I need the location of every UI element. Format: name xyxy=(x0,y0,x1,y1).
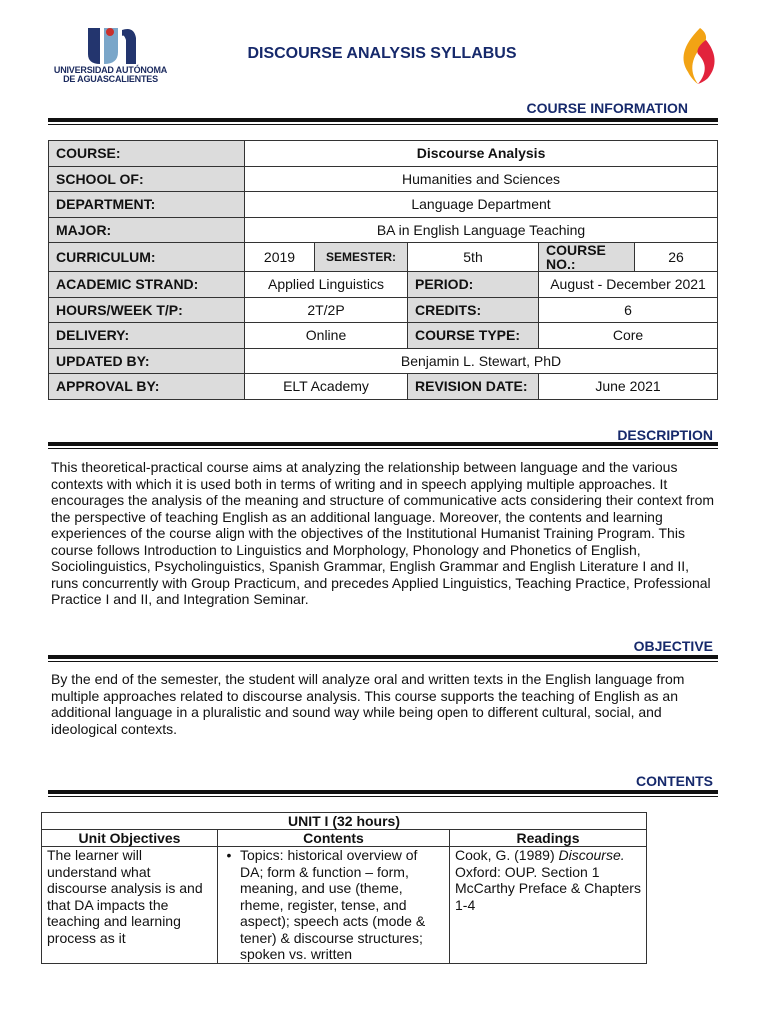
list-item xyxy=(218,847,444,963)
revision-value: June 2021 xyxy=(539,374,718,400)
course-type-value: Core xyxy=(539,323,718,349)
semester-value: 5th xyxy=(408,243,539,272)
table-row xyxy=(49,166,718,192)
section-rule-thin xyxy=(48,124,718,125)
bullet-icon: • xyxy=(226,847,232,863)
section-rule-thin xyxy=(48,661,718,662)
column-header-objectives: Unit Objectives xyxy=(42,830,218,847)
table-row xyxy=(42,830,647,847)
section-rule xyxy=(48,118,718,122)
university-name-line2: DE AGUASCALIENTES xyxy=(63,74,158,84)
unit-contents-table xyxy=(41,812,647,964)
department-label: DEPARTMENT: xyxy=(49,192,245,218)
hours-value: 2T/2P xyxy=(245,297,408,323)
description-paragraph: This theoretical-practical course aims at analyzing the relationship between language and the various contexts with which it is used both in terms of writing and in speech applying multiple approaches. It encourages the analysis of the meaning and structure of communicative acts considering their context from the perspective of teaching English as an additional language. Moreover, the contents and learning experiences of the course align with the objectives of the Institutional Humanist Training Program. This course follows Introduction to Linguistics and Morphology, Phonology and Phonetics of English, Sociolinguistics, Psycholinguistics, Spanish Grammar, English Grammar and English Literature I and II, runs concurrently with Group Practicum, and precedes Applied Linguistics, Teaching Practice, Professional Practice I and II, and Integration Seminar. xyxy=(51,459,715,607)
approval-value: ELT Academy xyxy=(245,374,408,400)
updated-label: UPDATED BY: xyxy=(49,348,245,374)
university-name-line1: UNIVERSIDAD AUTÓNOMA xyxy=(53,65,168,75)
department-value: Language Department xyxy=(245,192,718,218)
course-info-table xyxy=(48,140,718,400)
strand-value: Applied Linguistics xyxy=(245,272,408,298)
period-value: August - December 2021 xyxy=(539,272,718,298)
table-row xyxy=(42,813,647,830)
section-heading-course-information: COURSE INFORMATION xyxy=(526,100,688,116)
approval-label: APPROVAL BY: xyxy=(49,374,245,400)
school-value: Humanities and Sciences xyxy=(245,166,718,192)
section-rule xyxy=(48,655,718,659)
table-row xyxy=(49,192,718,218)
objective-paragraph: By the end of the semester, the student will analyze oral and written texts in the English language from multiple approaches related to discourse analysis. This course supports the teaching of English as an additional language in a pluralistic and sound way while being open to different cultural, social, and ideological contexts. xyxy=(51,671,685,737)
delivery-label: DELIVERY: xyxy=(49,323,245,349)
course-type-label: COURSE TYPE: xyxy=(408,323,539,349)
school-label: SCHOOL OF: xyxy=(49,166,245,192)
course-value: Discourse Analysis xyxy=(245,141,718,167)
section-heading-description: DESCRIPTION xyxy=(617,427,713,443)
table-row xyxy=(42,847,647,964)
credits-value: 6 xyxy=(539,297,718,323)
table-row xyxy=(49,374,718,400)
section-heading-contents: CONTENTS xyxy=(636,773,713,789)
document-title: DISCOURSE ANALYSIS SYLLABUS xyxy=(247,45,517,62)
university-name xyxy=(48,66,173,84)
section-rule xyxy=(48,790,718,794)
semester-label: SEMESTER: xyxy=(315,243,408,272)
revision-label: REVISION DATE: xyxy=(408,374,539,400)
table-row xyxy=(49,297,718,323)
table-row xyxy=(49,141,718,167)
reading-work-title: Discourse. xyxy=(558,847,625,863)
course-no-value: 26 xyxy=(635,243,718,272)
university-logo-icon xyxy=(48,24,173,66)
major-value: BA in English Language Teaching xyxy=(245,217,718,243)
unit-title: UNIT I (32 hours) xyxy=(42,813,647,830)
unit-contents-cell xyxy=(218,847,450,964)
unit-objectives-cell: The learner will understand what discourse analysis is and that DA impacts the teaching and learning process as it xyxy=(42,847,218,964)
updated-value: Benjamin L. Stewart, PhD xyxy=(245,348,718,374)
curriculum-label: CURRICULUM: xyxy=(49,243,245,272)
section-rule-thin xyxy=(48,448,718,449)
period-label: PERIOD: xyxy=(408,272,539,298)
university-logo xyxy=(48,24,173,94)
section-rule-thin xyxy=(48,796,718,797)
strand-label: ACADEMIC STRAND: xyxy=(49,272,245,298)
reading-details: Oxford: OUP. Section 1 McCarthy Preface & Chapters 1-4 xyxy=(455,863,641,913)
delivery-value: Online xyxy=(245,323,408,349)
hours-label: HOURS/WEEK T/P: xyxy=(49,297,245,323)
course-label: COURSE: xyxy=(49,141,245,167)
unit-contents-text: Topics: historical overview of DA; form & function – form, meaning, and use (theme, rheme, register, tense, and aspect); speech acts (mode & tener) & discourse structures; spoken vs. written xyxy=(240,847,426,962)
major-label: MAJOR: xyxy=(49,217,245,243)
flame-logo xyxy=(676,26,720,86)
column-header-readings: Readings xyxy=(450,830,647,847)
reading-author: Cook, G. (1989) xyxy=(455,847,555,863)
credits-label: CREDITS: xyxy=(408,297,539,323)
table-row xyxy=(49,348,718,374)
table-row xyxy=(49,323,718,349)
flame-icon xyxy=(676,26,720,86)
unit-readings-cell xyxy=(450,847,647,964)
table-row xyxy=(49,243,718,272)
table-row xyxy=(49,217,718,243)
course-no-label: COURSE NO.: xyxy=(539,243,635,272)
column-header-contents: Contents xyxy=(218,830,450,847)
table-row xyxy=(49,272,718,298)
section-heading-objective: OBJECTIVE xyxy=(633,638,713,654)
curriculum-value: 2019 xyxy=(245,243,315,272)
